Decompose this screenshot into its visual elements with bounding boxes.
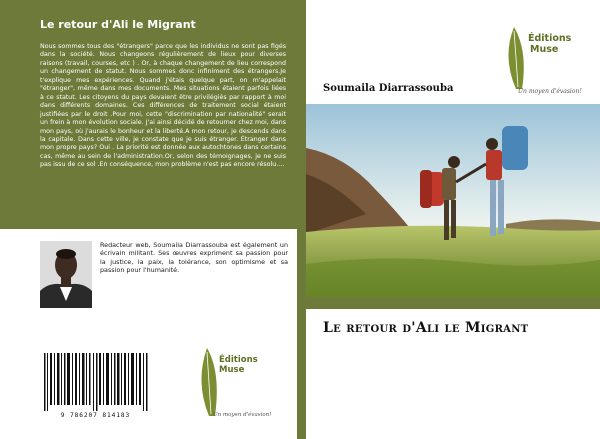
leaf-logo-icon (199, 342, 272, 424)
logo-front-tagline: Un moyen d'évasion! (518, 88, 582, 95)
logo-back-line2: Muse (219, 365, 245, 375)
barcode-number: 9 786207 814183 (60, 412, 131, 419)
book-spine (297, 0, 306, 439)
hikers-photo (306, 104, 600, 297)
back-cover-title: Le retour d'Ali le Migrant (40, 18, 196, 31)
logo-front-line2: Muse (530, 44, 559, 55)
hikers-photo-image (306, 104, 600, 297)
publisher-logo-front (506, 23, 580, 99)
logo-front-line1: Éditions (528, 33, 572, 44)
logo-back-line1: Éditions (219, 355, 258, 365)
front-cover (306, 0, 600, 439)
front-cover-author: Soumaila Diarrassouba (323, 83, 454, 94)
leaf-logo-icon (506, 23, 580, 99)
barcode-icon (40, 351, 151, 416)
front-cover-strip (306, 297, 600, 309)
author-portrait (40, 241, 92, 308)
logo-back-tagline: Un moyen d'évasion! (213, 412, 272, 418)
back-cover (0, 0, 297, 439)
front-cover-title: Le retour d'Ali le Migrant (323, 320, 529, 336)
publisher-logo-back (199, 342, 272, 424)
barcode-bars (40, 351, 151, 411)
back-cover-blurb: Nous sommes tous des "étrangers" parce que les individus ne sont pas figés dans la société. Nous changeons régulièrement de lieux pour diverses raisons (travail, courses, etc ) . Or, à chaque changement de lieu correspond un changement de statut. Nous sommes donc infiniment des étrangers.Je t'explique mes expériences. Quand j'étais quelque part, on m'appelait "étranger", même dans mes documents. Mes situations étaient parfois liées à ce statut. Les citoyens du pays devaient être privilégiés par rapport à moi dans différents domaines. Ces différences de traitement social étaient justifiées par le droit .Pour moi, cette "discrimination par nationalité" serait un frein à mon évolution sociale. J'ai ainsi décidé de retourner chez moi, dans mon pays, où j'aurais le bonheur et la liberté.A mon retour, je descends dans la capitale. Dans cette ville, je constate que je suis étranger. Étranger dans mon propre pays? Oui . La priorité est donnée aux autochtones dans certains cas, même au sein de l'administration.Or, selon des témoignages, je ne suis pas issu de ce sol .En conséquence, mon problème n'est pas encore résolu.... (40, 43, 286, 169)
author-portrait-image (40, 241, 92, 308)
author-bio: Redacteur web, Soumaila Diarrassouba est également un écrivain militant. Ses œuvres expriment sa passion pour la justice, la paix, la tolérance, son optimisme et sa passion pour l'humanité. (100, 241, 288, 274)
